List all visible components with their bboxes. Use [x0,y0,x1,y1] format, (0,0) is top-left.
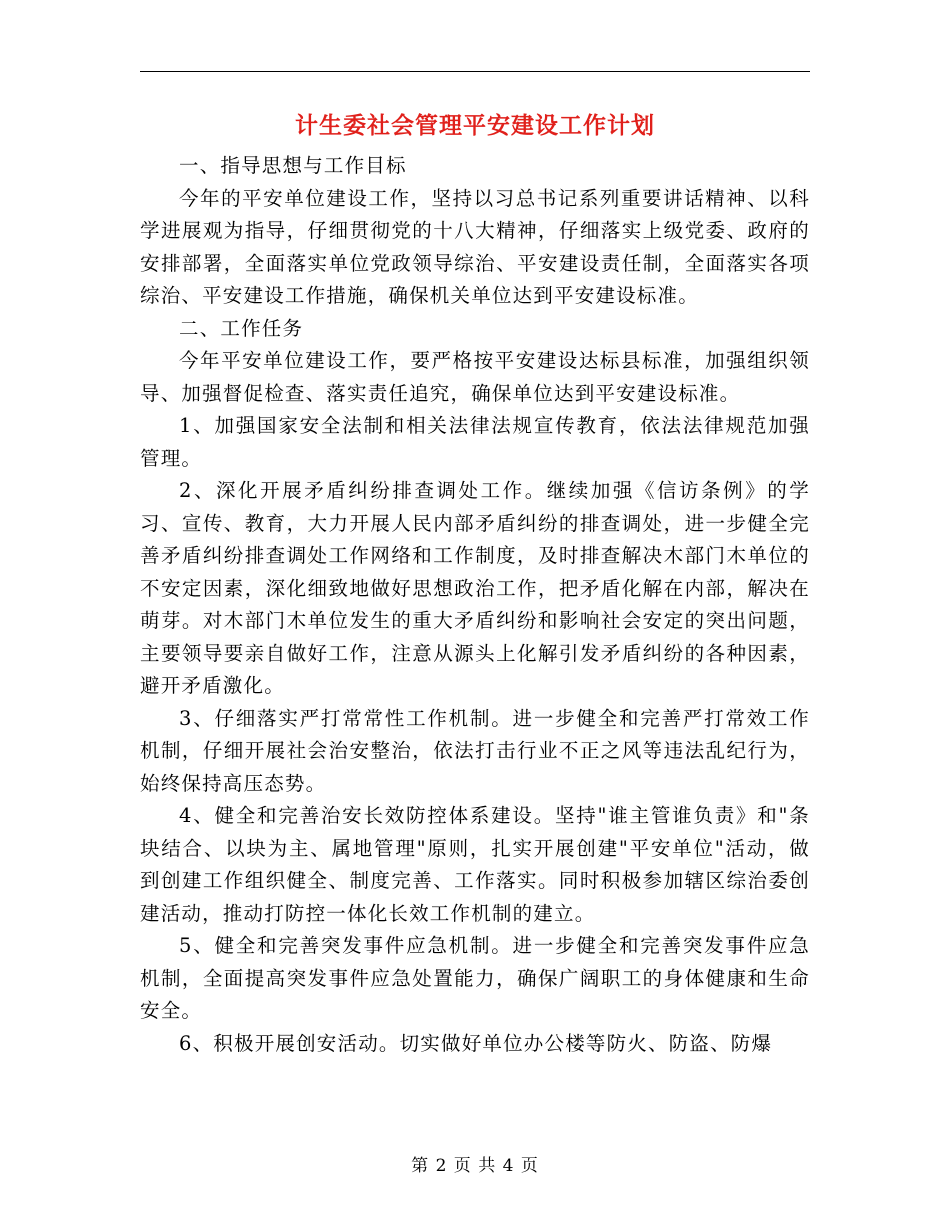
header-rule [140,71,810,72]
page-number-footer: 第 2 页 共 4 页 [411,1156,539,1176]
document-body [140,150,810,1060]
task-item-1: 1、加强国家安全法制和相关法律法规宣传教育，依法法律规范加强管理。 [140,414,810,470]
task-item-2: 2、深化开展矛盾纠纷排查调处工作。继续加强《信访条例》的学习、宣传、教育，大力开展人民内部矛盾纠纷的排查调处，进一步健全完善矛盾纠纷排查调处工作网络和工作制度，及时排查解决木部门木单位的不安定因素，深化细致地做好思想政治工作，把矛盾化解在内部，解决在萌芽。对木部门木单位发生的重大矛盾纠纷和影响社会安定的突出问题，主要领导要亲自做好工作，注意从源头上化解引发矛盾纠纷的各种因素，避开矛盾激化。 [140,479,810,697]
paragraph: 今年平安单位建设工作，要严格按平安建设达标县标准，加强组织领导、加强督促检查、落实责任追究，确保单位达到平安建设标准。 [140,349,810,405]
section-heading-2: 二、工作任务 [179,316,304,340]
paragraph: 今年的平安单位建设工作，坚持以习总书记系列重要讲话精神、以科学进展观为指导，仔细贯彻党的十八大精神，仔细落实上级党委、政府的安排部署，全面落实单位党政领导综治、平安建设责任制，全面落实各项综治、平安建设工作措施，确保机关单位达到平安建设标准。 [140,186,810,307]
section-heading-1: 一、指导思想与工作目标 [179,154,407,177]
task-item-5: 5、健全和完善突发事件应急机制。进一步健全和完善突发事件应急机制，全面提高突发事件应急处置能力，确保广阔职工的身体健康和生命安全。 [140,934,810,1022]
task-item-4: 4、健全和完善治安长效防控体系建设。坚持"谁主管谁负责》和"条块结合、以块为主、属地管理"原则，扎实开展创建"平安单位"活动，做到创建工作组织健全、制度完善、工作落实。同时积极参加辖区综治委创建活动，推动打防控一体化长效工作机制的建立。 [140,804,810,925]
task-item-3: 3、仔细落实严打常常性工作机制。进一步健全和完善严打常效工作机制，仔细开展社会治安整治，依法打击行业不正之风等违法乱纪行为，始终保持高压态势。 [140,706,810,795]
task-item-6: 6、积极开展创安活动。切实做好单位办公楼等防火、防盗、防爆 [179,1031,773,1055]
document-title: 计生委社会管理平安建设工作计划 [295,112,655,139]
